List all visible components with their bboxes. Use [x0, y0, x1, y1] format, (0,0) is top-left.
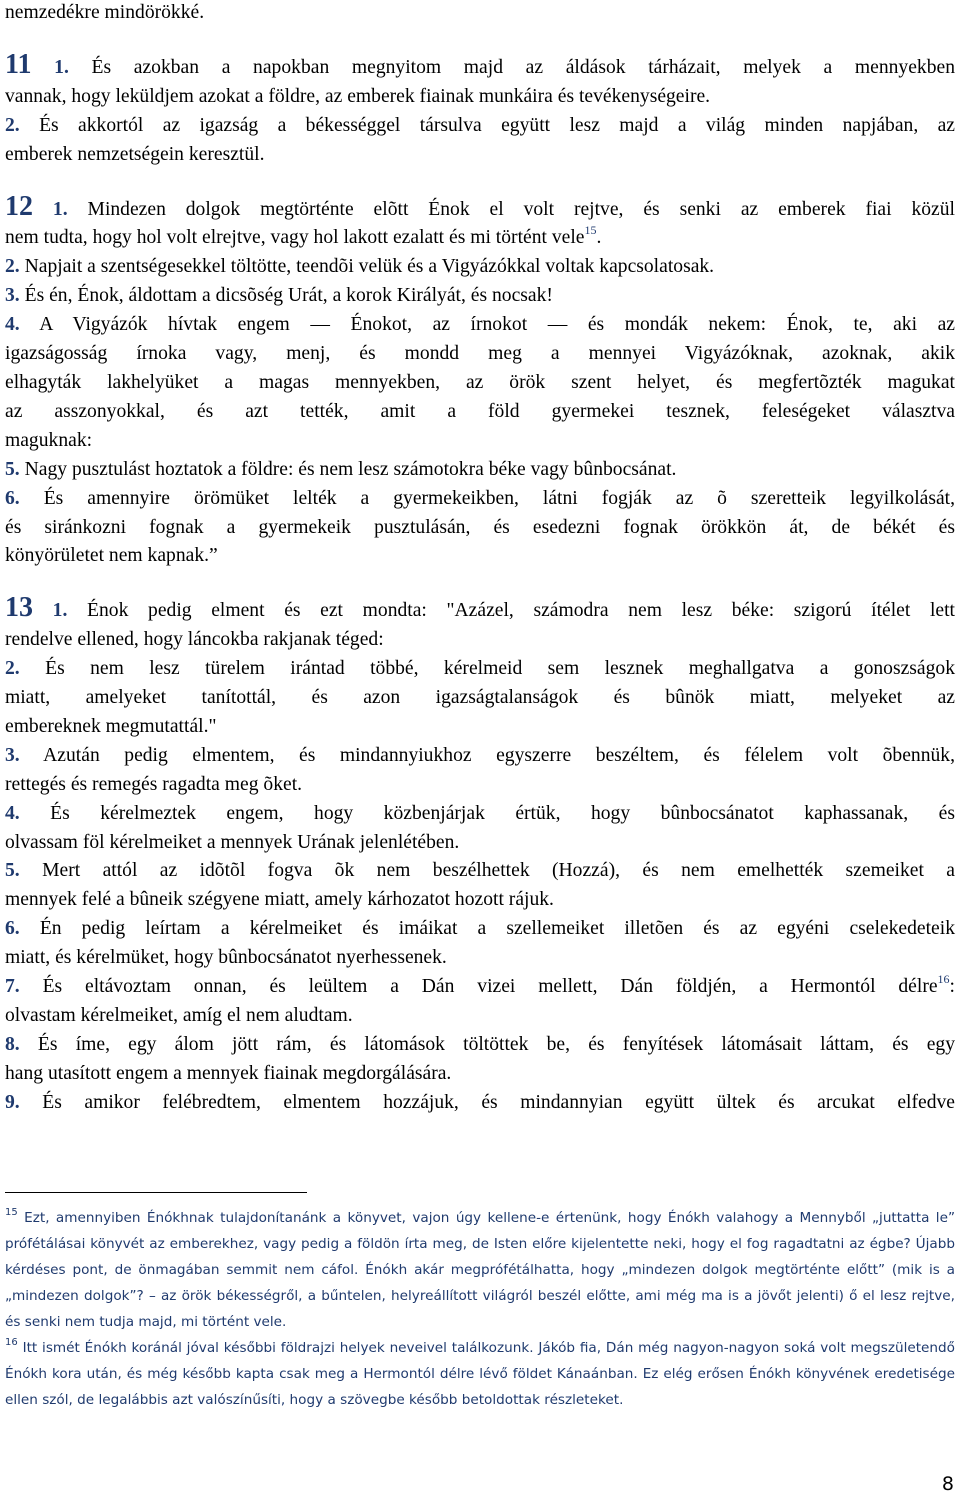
verse-text: . [596, 227, 602, 249]
chapter-number: 11 [5, 48, 32, 80]
verse-number: 2. [5, 658, 20, 680]
text-line: olvassam föl kérelmeiket a mennyek Urának jelenlétében. [5, 831, 460, 853]
verse-number: 1. [52, 600, 68, 622]
footnote-number: 15 [5, 1207, 18, 1218]
verse-text: Napjait a szentségesekkel töltötte, teendõi velük és a Vigyázókkal voltak kapcsolatosak. [24, 256, 715, 278]
verse-13-1 [5, 594, 955, 626]
text-line: könyörületet nem kapnak.” [5, 545, 218, 567]
footnote-number: 16 [5, 1337, 18, 1348]
verse-number: 6. [5, 918, 20, 940]
verse-number: 5. [5, 860, 20, 882]
verse-number: 2. [5, 114, 20, 136]
text-line: hang utasított engem a mennyek fiainak megdorgálására. [5, 1062, 452, 1084]
verse-12-4 [5, 311, 955, 340]
verse-text: És én, Énok, áldottam a dicsõség Urát, a korok Királyát, és nocsak! [24, 285, 553, 307]
footnote-15 [5, 1205, 955, 1335]
footnote-ref[interactable]: 16 [937, 972, 950, 987]
verse-text: Mindezen dolgok megtörténte elõtt Énok el volt rejtve, és senki az emberek fiai közül [87, 198, 955, 220]
verse-text: nem tudta, hogy hol volt elrejtve, vagy hol lakott ezalatt és mi történt vele [5, 227, 585, 249]
verse-number: 2. [5, 256, 20, 278]
verse-number: 3. [5, 285, 20, 307]
verse-12-1 [5, 190, 955, 225]
text-line: emberek nemzetségein keresztül. [5, 143, 265, 165]
verse-13-4 [5, 800, 955, 829]
verse-13-7 [5, 973, 955, 1002]
footnote-text: Itt ismét Énókh koránál jóval későbbi földrajzi helyek neveivel találkozunk. Jákób fia, Dán még nagyon-nagyon soká volt megszületendő Énókh kora után, és még később kapta csak meg a Hermontól délre lévő földet Kánaánban. Ez elég erősen Énókh könyvének eredetisége ellen szól, de legalábbis azt valószínűsíti, hogy a szövegbe később betoldottak részleteket. [5, 1340, 955, 1408]
verse-13-2 [5, 655, 955, 684]
verse-text: És nem lesz türelem irántad többé, kérelmeid sem lesznek meghallgatva a gonoszságok [45, 658, 955, 680]
footnote-16 [5, 1335, 955, 1413]
verse-text: Énok pedig elment és ezt mondta: "Azázel, számodra nem lesz béke: szigorú ítélet lett [87, 600, 955, 622]
verse-text: És eltávoztam onnan, és leültem a Dán vizei mellett, Dán földjén, a Hermontól délre [42, 976, 938, 998]
chapter-number: 13 [5, 592, 33, 624]
text-line: igazságosság írnoka vagy, menj, és mondd meg a mennyei Vigyázóknak, azoknak, akik [5, 343, 955, 365]
text-line: miatt, amelyeket tanítottál, és azon igazságtalanságok és bûnök miatt, melyeket az [5, 687, 955, 709]
verse-text: A Vigyázók hívtak engem — Énokot, az írnokot — és mondák nekem: Énok, te, aki az [39, 314, 955, 336]
verse-text: Én pedig leírtam a kérelmeiket és imáikat a szellemeiket illetõen és az egyéni cselekedeteik [39, 918, 955, 940]
verse-11-2 [5, 112, 955, 141]
footnote-separator [5, 1192, 307, 1193]
verse-text: Nagy pusztulást hoztatok a földre: és nem lesz számotokra béke vagy bûnbocsánat. [24, 458, 677, 480]
verse-number: 5. [5, 458, 20, 480]
text-line [5, 224, 955, 253]
text-line: embereknek megmutattál." [5, 715, 217, 737]
verse-text: És amikor felébredtem, elmentem hozzájuk, és mindannyian együtt ültek és arcukat elfedve [42, 1091, 955, 1113]
text-line: rettegés és remegés ragadta meg õket. [5, 773, 303, 795]
verse-12-6 [5, 485, 955, 514]
verse-number: 1. [54, 56, 69, 78]
verse-number: 8. [5, 1033, 20, 1055]
text-line: rendelve ellened, hogy láncokba rakjanak téged: [5, 629, 384, 651]
verse-number: 4. [5, 802, 20, 824]
verse-12-3 [5, 282, 955, 311]
verse-number: 4. [5, 314, 20, 336]
verse-text: És kérelmeztek engem, hogy közbenjárjak értük, hogy bûnbocsánatot kaphassanak, és [50, 802, 955, 824]
verse-text: : [949, 976, 955, 998]
verse-number: 3. [5, 744, 20, 766]
verse-13-5 [5, 857, 955, 886]
verse-11-1 [5, 48, 956, 83]
verse-text: Azután pedig elmentem, és mindannyiukhoz egyszerre beszéltem, és félelem volt õbennük, [43, 744, 955, 766]
verse-text: És akkortól az igazság a békességgel társulva együtt lesz majd a világ minden napjában, az [39, 114, 955, 136]
text-line: mennyek felé a bûneik szégyene miatt, amely kárhozatot hozott rájuk. [5, 889, 554, 911]
chapter-number: 12 [5, 190, 33, 222]
verse-text: És íme, egy álom jött rám, és látomások töltöttek be, és fenyítések látomásait láttam, és egy [37, 1033, 955, 1055]
text-line: és siránkozni fognak a gyermekeik pusztulásán, és esedezni fognak örökkön át, de békét és [5, 516, 955, 538]
verse-13-8 [5, 1031, 955, 1060]
text-line: nemzedékre mindörökké. [5, 2, 205, 23]
footnote-ref[interactable]: 15 [584, 223, 597, 238]
verse-text: És amennyire örömüket lelték a gyermekeikben, látni fogják az õ szeretteik legyilkolását, [43, 487, 956, 509]
verse-13-9 [5, 1089, 955, 1118]
text-line: elhagyták lakhelyüket a magas mennyekben, az örök szent helyet, és megfertõzték magukat [5, 371, 955, 393]
footnotes [5, 1205, 955, 1413]
verse-12-2 [5, 253, 955, 282]
verse-13-6 [5, 915, 955, 944]
text-line: maguknak: [5, 429, 93, 451]
verse-text: És azokban a napokban megnyitom majd az áldások tárházait, melyek a mennyekben [91, 56, 956, 78]
footnote-text: Ezt, amennyiben Énókhnak tulajdonítanánk a könyvet, vajon úgy kellene-e értenünk, hogy Énókh valahogy a Mennyből „juttatta le” prófétálásai könyvét az emberekhez, vagy pedig a földön írta meg, de Isten előre kijelentette neki, hogy el fog ragadtatni az égbe? Újabb kérdéses pont, de önmagában semmit nem cáfol. Énókh akár megprófétálhatta, hogy „mindezen dolgok megtörténte előtt” (mik is a „mindezen dolgok”? – az örök békességről, a bűntelen, helyreállított világról beszél előtte, ami még ma is a jövőt jelenti) ő el lesz rejtve, és senki nem tudja majd, mi történt vele. [5, 1210, 955, 1330]
text-line: olvastam kérelmeiket, amíg el nem aludtam. [5, 1005, 353, 1026]
verse-12-5 [5, 456, 955, 485]
main-text [5, 0, 955, 1118]
verse-number: 7. [5, 976, 20, 998]
text-line: miatt, és kérelmüket, hogy bûnbocsánatot nyerhessenek. [5, 947, 447, 969]
text-line: vannak, hogy leküldjem azokat a földre, az emberek fiainak munkáira és tevékenységeire. [5, 85, 711, 107]
verse-number: 6. [5, 487, 20, 509]
verse-13-3 [5, 742, 955, 771]
page-number: 8 [941, 1473, 954, 1495]
verse-number: 1. [52, 198, 68, 220]
verse-number: 9. [5, 1091, 20, 1113]
text-line: az asszonyokkal, és azt tették, amit a föld gyermekei tesznek, feleségeket választva [5, 400, 955, 422]
verse-text: Mert attól az idõtõl fogva õk nem beszélhettek (Hozzá), és nem emelhették szemeiket a [42, 860, 955, 882]
